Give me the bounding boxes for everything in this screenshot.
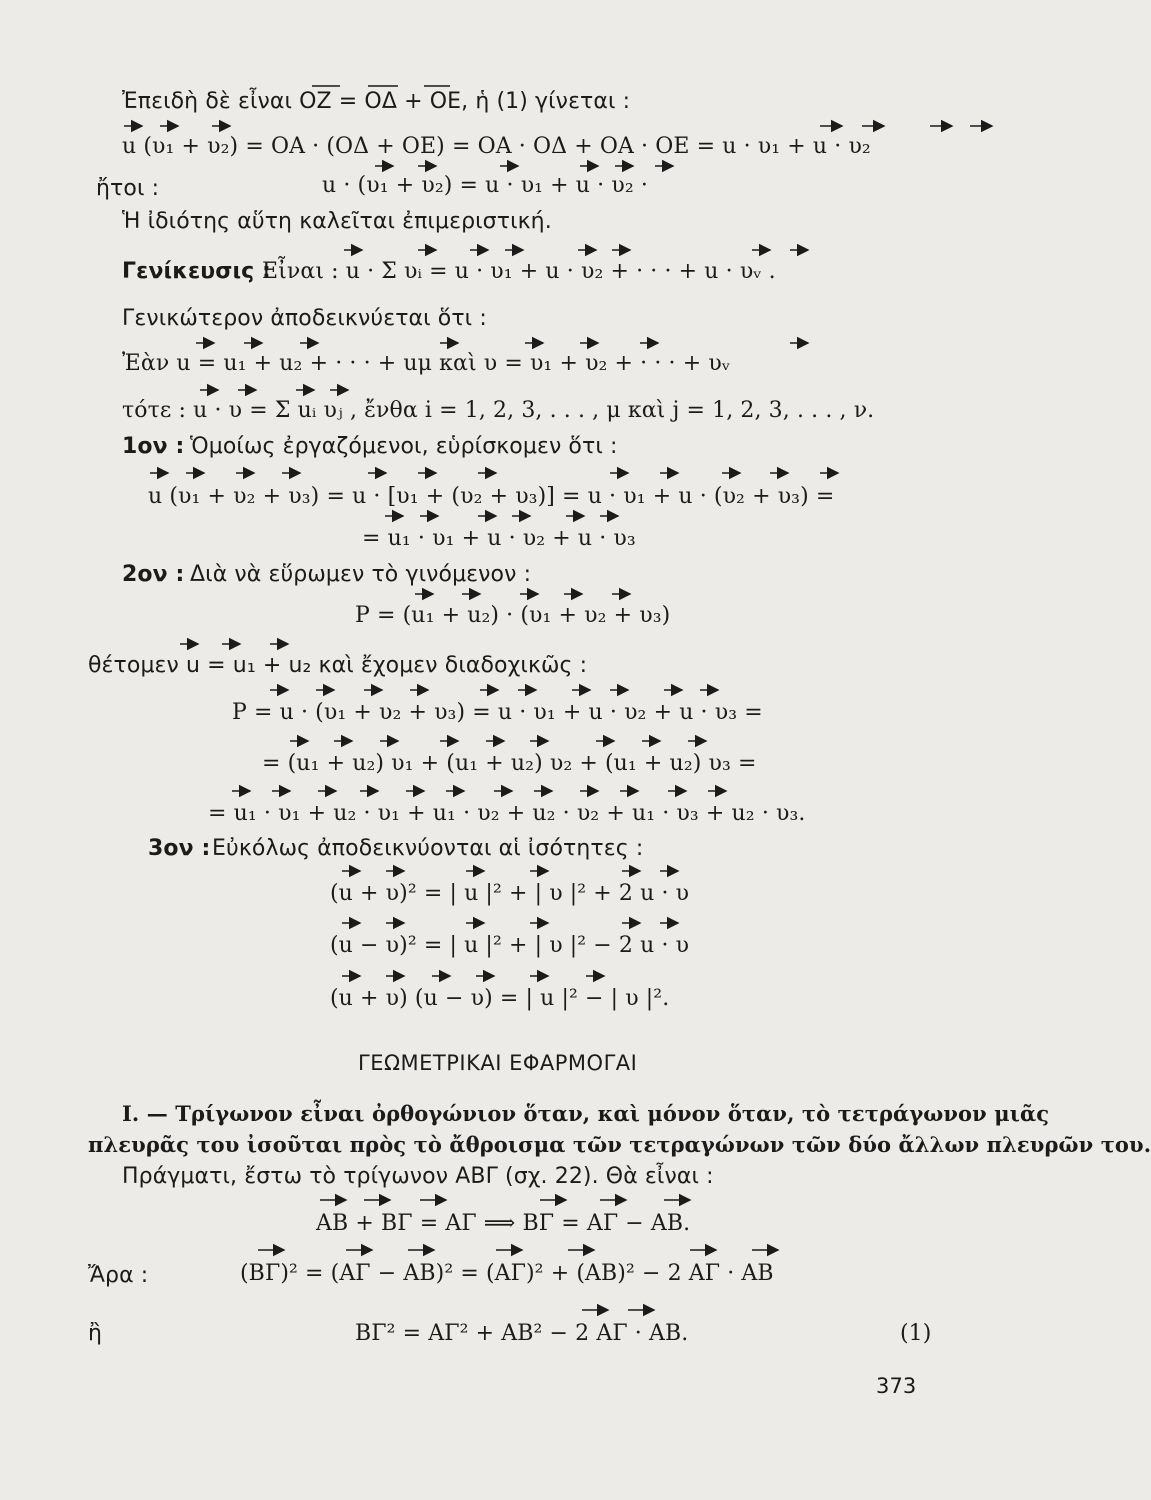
equation-vector-sum: ΑΒ + ΒΓ = ΑΓ ⟹ ΒΓ = ΑΓ − ΑΒ. <box>316 1211 691 1236</box>
text-third: Εὐκόλως ἀποδεικνύονται αἱ ἰσότητες : <box>212 836 644 861</box>
equation-identity-2: (u − υ)² = | u |² + | υ |² − 2 u · υ <box>330 933 690 958</box>
theorem-line-2: πλευρᾶς του ἰσοῦται πρὸς τὸ ἄθροισμα τῶν τετραγώνων τῶν δύο ἄλλων πλευρῶν του. <box>88 1132 1151 1157</box>
text-set-u: θέτομεν u = u₁ + u₂ καὶ ἔχομεν διαδοχικῶς : <box>88 653 588 678</box>
text-distributive-property: Ἡ ἰδιότης αὕτη καλεῖται ἐπιμεριστική. <box>122 209 552 234</box>
text-line-1: Ἐπειδὴ δὲ εἶναι OZ = OΔ + OE, ἡ (1) γίνεται : <box>122 89 631 114</box>
text-second: Διὰ νὰ εὕρωμεν τὸ γινόμενον : <box>190 562 532 587</box>
equation-distributive: u · (υ₁ + υ₂) = u · υ₁ + u · υ₂ · <box>322 173 648 198</box>
equation-number-1: (1) <box>900 1321 932 1346</box>
text-first: Ὁμοίως ἐργαζόμενοι, εὑρίσκομεν ὅτι : <box>190 434 618 459</box>
page-number: 373 <box>876 1374 917 1398</box>
text-proof-start: Πράγματι, ἔστω τὸ τρίγωνον ΑΒΓ (σχ. 22). Θὰ εἶναι : <box>122 1164 714 1189</box>
section-title: ΓΕΩΜΕΤΡΙΚΑΙ ΕΦΑΡΜΟΓΑΙ <box>358 1051 638 1075</box>
equation-three-terms-result: = u₁ · υ₁ + u · υ₂ + u · υ₃ <box>362 526 636 551</box>
text-label-ara: Ἄρα : <box>88 1263 149 1288</box>
equation-if-u: Ἐὰν u = u₁ + u₂ + · · · + uμ καὶ υ = υ₁ + υ₂ + · · · + υᵥ <box>122 351 731 376</box>
text-label-or: ἢ <box>88 1321 103 1346</box>
text-more-general: Γενικώτερον ἀποδεικνύεται ὅτι : <box>122 306 487 331</box>
equation-line-2: u (υ₁ + υ₂) = OA · (OΔ + OE) = OA · OΔ + OA · OE = u · υ₁ + u · υ₂ <box>122 134 871 159</box>
equation-p-expand-2: = (u₁ + u₂) υ₁ + (u₁ + u₂) υ₂ + (u₁ + u₂) υ₃ = <box>262 751 757 776</box>
equation-identity-1: (u + υ)² = | u |² + | υ |² + 2 u · υ <box>330 881 690 906</box>
equation-p-expand-1: P = u · (υ₁ + υ₂ + υ₃) = u · υ₁ + u · υ₂ + u · υ₃ = <box>232 700 763 725</box>
equation-p-expand-3: = u₁ · υ₁ + u₂ · υ₁ + u₁ · υ₂ + u₂ · υ₂ + u₁ · υ₃ + u₂ · υ₃. <box>208 801 806 826</box>
label-second: 2ον : <box>122 562 185 587</box>
equation-square-expand: (ΒΓ)² = (ΑΓ − ΑΒ)² = (ΑΓ)² + (ΑΒ)² − 2 ΑΓ · ΑΒ <box>240 1261 774 1286</box>
text-label-etoi: ἤτοι : <box>96 176 160 201</box>
label-first: 1ον : <box>122 434 185 459</box>
label-third: 3ον : <box>148 836 211 861</box>
equation-product-p: P = (u₁ + u₂) · (υ₁ + υ₂ + υ₃) <box>355 603 671 628</box>
equation-identity-3: (u + υ) (u − υ) = | u |² − | υ |². <box>330 986 670 1011</box>
equation-three-terms: u (υ₁ + υ₂ + υ₃) = u · [υ₁ + (υ₂ + υ₃)] = u · υ₁ + u · (υ₂ + υ₃) = <box>148 484 835 509</box>
equation-generalization: Εἶναι : u · Σ υᵢ = u · υ₁ + u · υ₂ + · · · + u · υᵥ . <box>262 259 776 284</box>
label-generalization: Γενίκευσις : <box>122 259 271 284</box>
theorem-line-1: Ι. — Τρίγωνον εἶναι ὀρθογώνιον ὅταν, καὶ μόνον ὅταν, τὸ τετράγωνον μιᾶς <box>122 1101 1050 1126</box>
equation-cosine-law: ΒΓ² = ΑΓ² + ΑΒ² − 2 ΑΓ · ΑΒ. <box>355 1321 689 1346</box>
equation-then: τότε : u · υ = Σ uᵢ υⱼ , ἔνθα i = 1, 2, 3, . . . , μ καὶ j = 1, 2, 3, . . . , ν. <box>122 398 875 423</box>
